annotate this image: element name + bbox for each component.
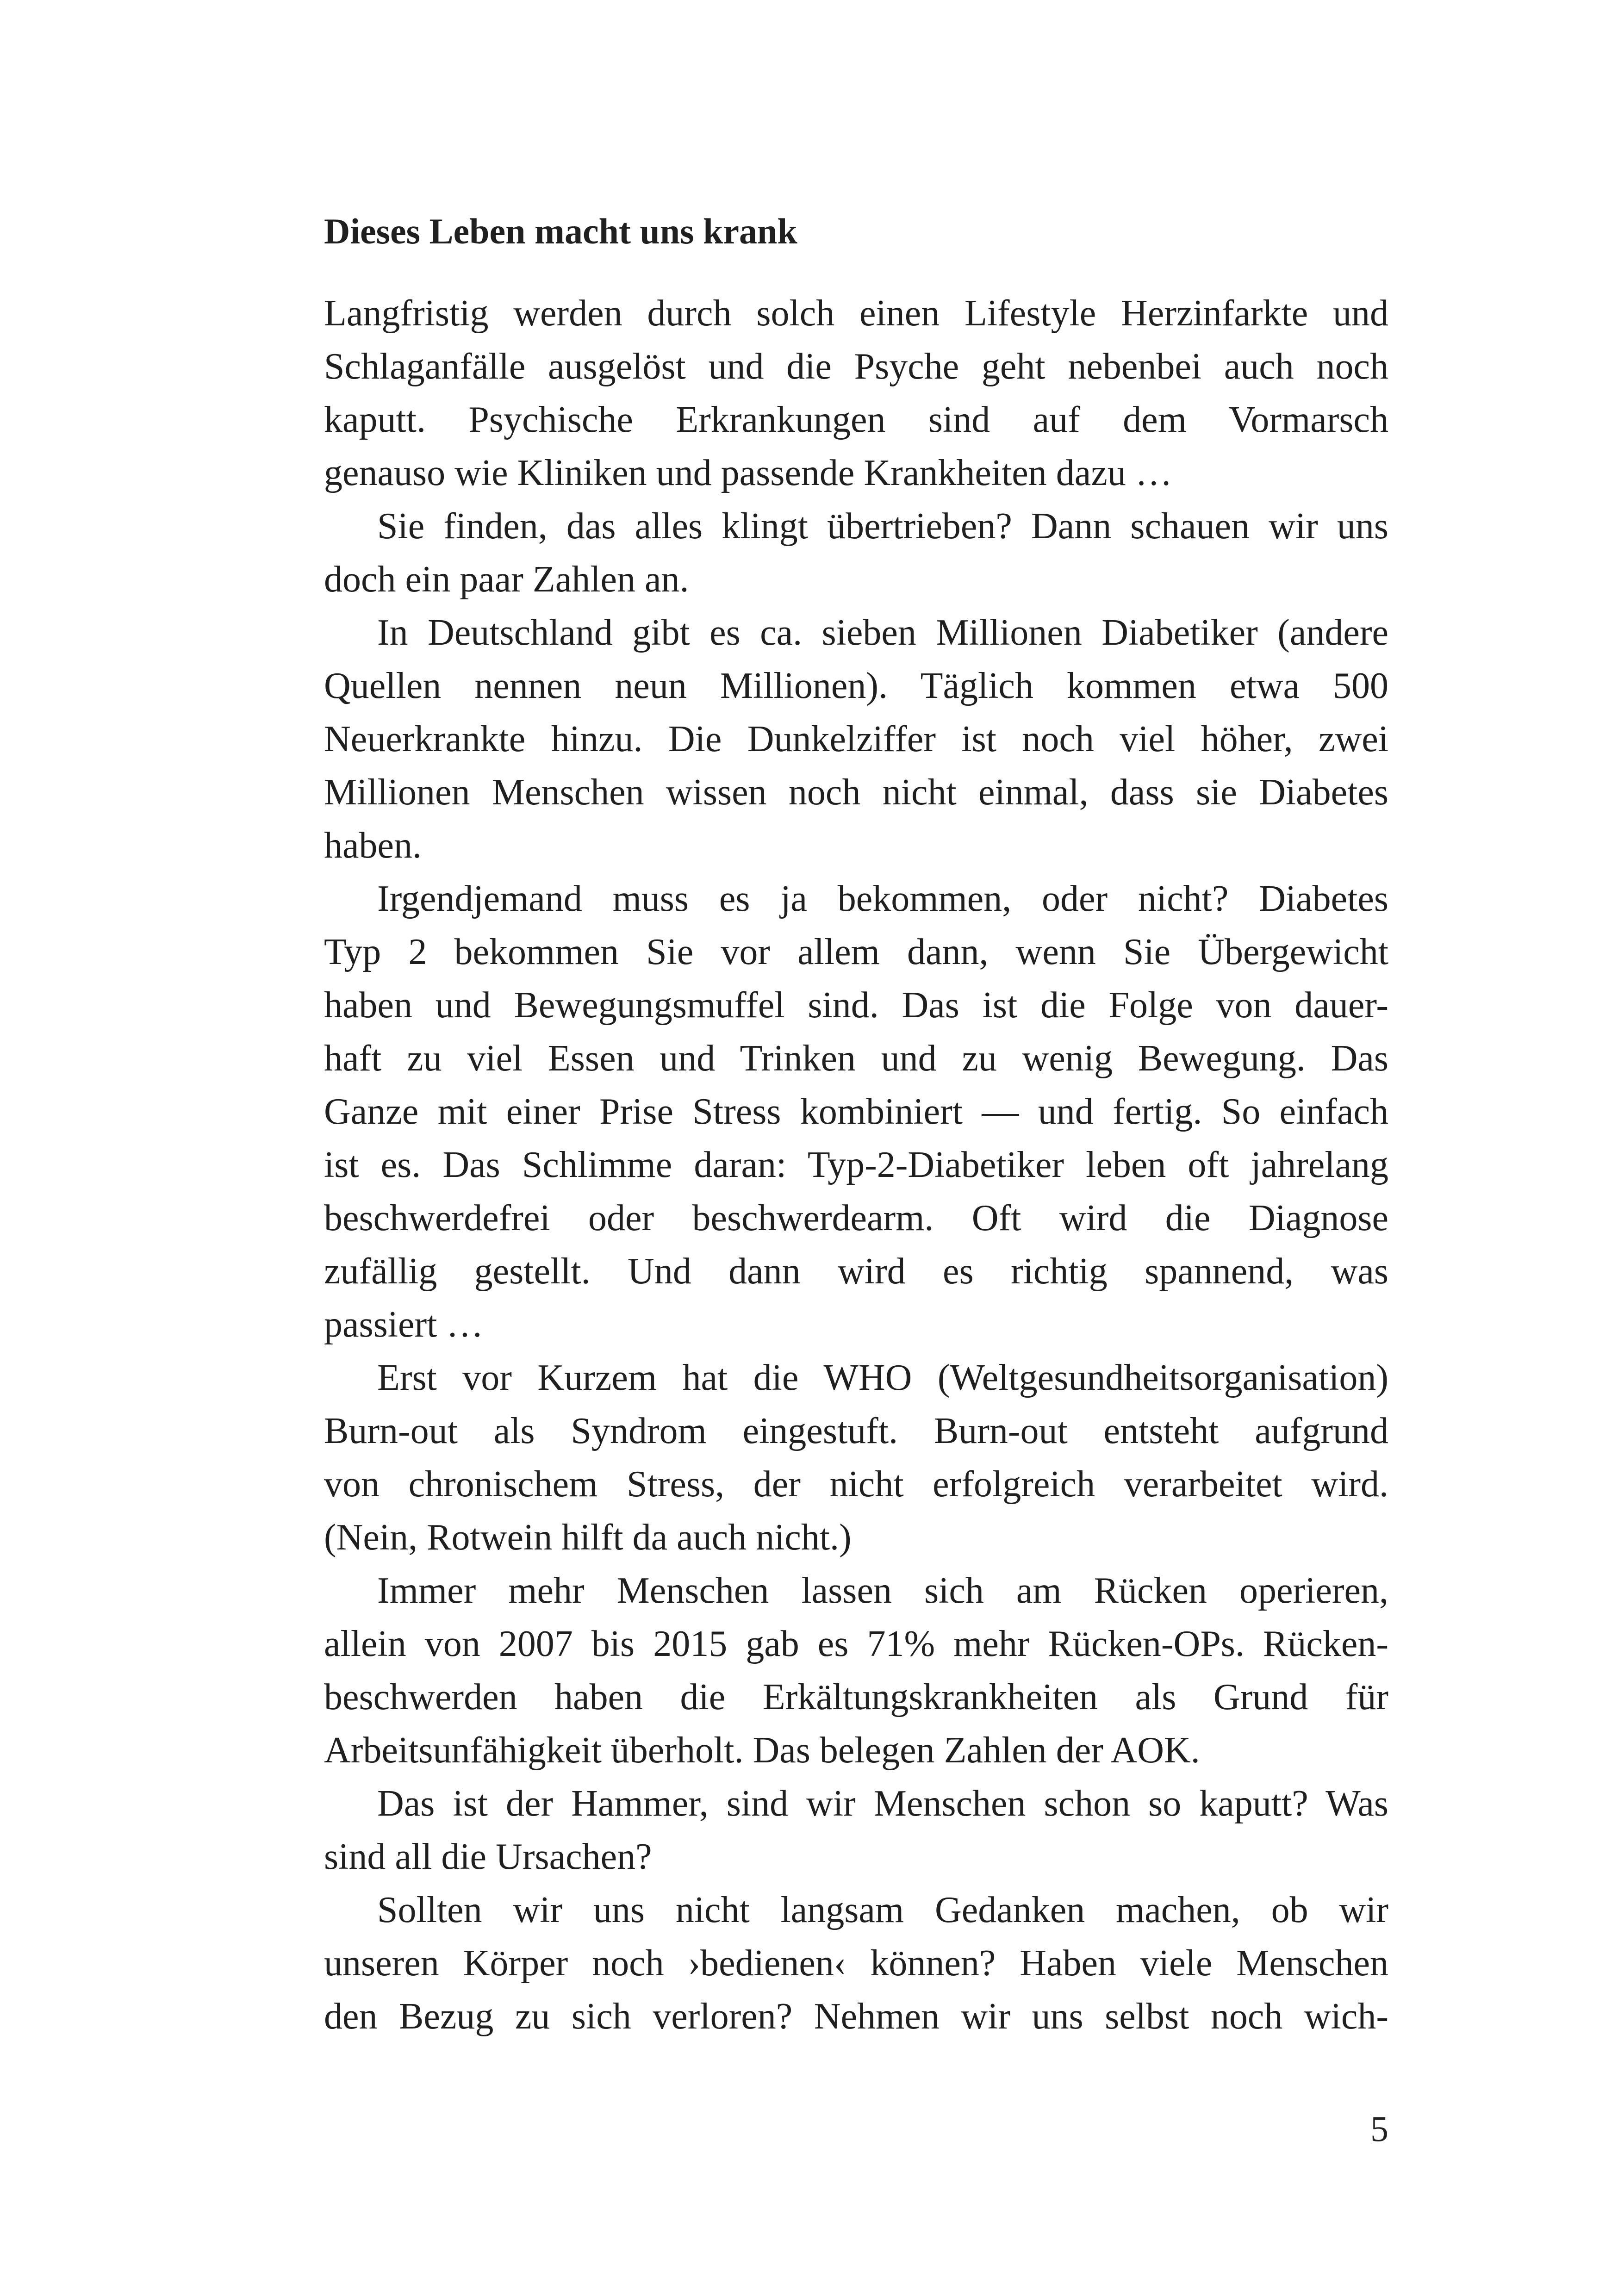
text-line: Typ 2 bekommen Sie vor allem dann, wenn Sie Übergewicht [324, 932, 1388, 972]
text-line: haft zu viel Essen und Trinken und zu wenig Bewegung. Das [324, 1038, 1388, 1079]
text-line: beschwerdefrei oder beschwerdearm. Oft wird die Diagnose [324, 1198, 1388, 1238]
text-line: allein von 2007 bis 2015 gab es 71% mehr Rücken-OPs. Rücken- [324, 1624, 1388, 1664]
text-line: Neuerkrankte hinzu. Die Dunkelziffer ist noch viel höher, zwei [324, 719, 1388, 759]
text-line: In Deutschland gibt es ca. sieben Millionen Diabetiker (andere [377, 612, 1388, 653]
text-line: Ganze mit einer Prise Stress kombiniert — und fertig. So einfach [324, 1091, 1388, 1132]
text-line: doch ein paar Zahlen an. [324, 559, 689, 600]
text-line: haben. [324, 825, 422, 866]
section-heading: Dieses Leben macht uns krank [324, 211, 797, 251]
text-block [324, 204, 1388, 2043]
text-line: von chronischem Stress, der nicht erfolgreich verarbeitet wird. [324, 1464, 1388, 1505]
text-line: haben und Bewegungsmuffel sind. Das ist die Folge von dauer- [324, 985, 1388, 1026]
text-line: Schlaganfälle ausgelöst und die Psyche geht nebenbei auch noch [324, 346, 1388, 387]
text-line: unseren Körper noch ›bedienen‹ können? Haben viele Menschen [324, 1943, 1388, 1984]
text-line: den Bezug zu sich verloren? Nehmen wir uns selbst noch wich- [324, 1996, 1388, 2037]
text-line: passiert … [324, 1304, 484, 1345]
text-line: ist es. Das Schlimme daran: Typ-2-Diabetiker leben oft jahrelang [324, 1145, 1388, 1185]
text-line: Immer mehr Menschen lassen sich am Rücken operieren, [377, 1570, 1388, 1611]
text-line: Irgendjemand muss es ja bekommen, oder nicht? Diabetes [377, 878, 1388, 919]
text-line: genauso wie Kliniken und passende Krankheiten dazu … [324, 453, 1172, 493]
text-line: Quellen nennen neun Millionen). Täglich kommen etwa 500 [324, 666, 1388, 706]
text-line: Langfristig werden durch solch einen Lifestyle Herzinfarkte und [324, 293, 1388, 334]
text-line: beschwerden haben die Erkältungskrankheiten als Grund für [324, 1677, 1388, 1717]
text-line: zufällig gestellt. Und dann wird es richtig spannend, was [324, 1251, 1388, 1292]
text-line: Arbeitsunfähigkeit überholt. Das belegen Zahlen der AOK. [324, 1730, 1200, 1771]
text-line: Millionen Menschen wissen noch nicht einmal, dass sie Diabetes [324, 772, 1388, 813]
text-line: Burn-out als Syndrom eingestuft. Burn-out entsteht aufgrund [324, 1411, 1388, 1451]
text-line: Sollten wir uns nicht langsam Gedanken machen, ob wir [377, 1890, 1388, 1930]
page-number: 5 [1370, 2109, 1388, 2149]
text-line: Erst vor Kurzem hat die WHO (Weltgesundheitsorganisation) [377, 1357, 1388, 1398]
text-line: sind all die Ursachen? [324, 1836, 652, 1877]
text-line: kaputt. Psychische Erkrankungen sind auf dem Vormarsch [324, 399, 1388, 440]
text-line: Sie finden, das alles klingt übertrieben? Dann schauen wir uns [377, 506, 1388, 547]
text-line: Das ist der Hammer, sind wir Menschen schon so kaputt? Was [377, 1783, 1388, 1824]
text-line: (Nein, Rotwein hilft da auch nicht.) [324, 1517, 852, 1558]
